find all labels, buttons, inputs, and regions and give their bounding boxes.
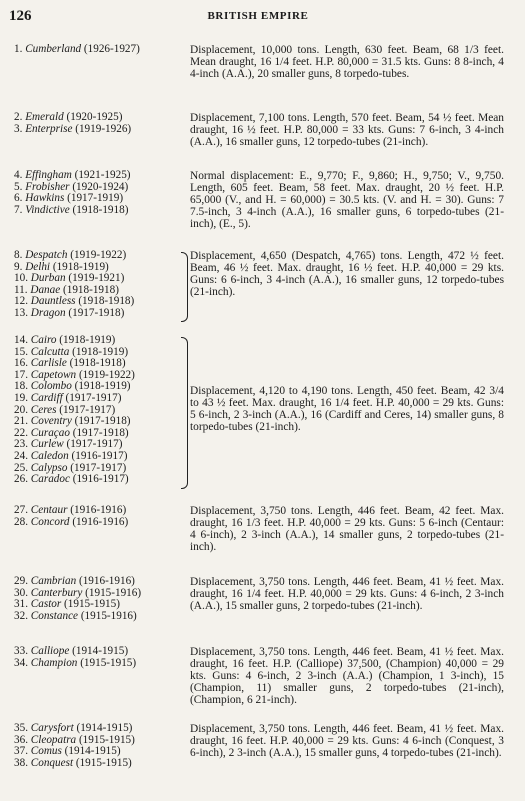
ship-list	[14, 170, 186, 216]
ship-list	[14, 646, 186, 669]
ship-item: 34. Champion (1915-1915)	[14, 656, 137, 669]
ship-item: 31. Castor (1915-1915)	[14, 598, 120, 611]
ship-description: Displacement, 7,100 tons. Length, 570 feet. Beam, 54 ½ feet. Mean draught, 16 ½ feet. H.P. 80,000 = 33 kts. Guns: 7 6-inch, 3 4-inch (A.A.), 16 smaller guns, 12 torpedo-tubes (21-inch).	[190, 112, 504, 149]
ship-item: 21. Coventry (1917-1918)	[14, 415, 131, 428]
ship-item: 26. Caradoc (1916-1917)	[14, 473, 129, 486]
ship-list	[14, 576, 186, 622]
ship-description: Displacement, 4,650 (Despatch, 4,765) tons. Length, 472 ½ feet. Beam, 46 ½ feet. Max. draught, 16 ½ feet. H.P. 40,000 = 29 kts. Guns: 6 6-inch, 3 4-inch (A.A.), 16 smaller guns, 12 torpedo-tubes (21-inch).	[190, 250, 504, 299]
ship-item: 20. Ceres (1917-1917)	[14, 403, 116, 416]
ship-item: 19. Cardiff (1917-1917)	[14, 391, 122, 404]
ship-item: 18. Colombo (1918-1919)	[14, 380, 131, 393]
ship-item: 6. Hawkins (1917-1919)	[14, 192, 124, 205]
ship-item: 27. Centaur (1916-1916)	[14, 504, 127, 516]
group-brace	[181, 337, 188, 489]
ship-item: 7. Vindictive (1918-1918)	[14, 203, 129, 216]
ship-item: 16. Carlisle (1918-1918)	[14, 357, 126, 370]
page-number: 126	[9, 8, 32, 24]
page-header	[9, 8, 507, 26]
ship-item: 9. Delhi (1918-1919)	[14, 260, 109, 273]
ship-list	[14, 335, 186, 486]
ship-description: Displacement, 3,750 tons. Length, 446 feet. Beam, 41 ½ feet. Max. draught, 16 1/4 feet. H.P. 40,000 = 29 kts. Guns: 4 6-inch, 2 3-inch (A.A.), 15 smaller guns, 2 torpedo-tubes (21-inch).	[190, 576, 504, 613]
ship-item: 5. Frobisher (1920-1924)	[14, 180, 129, 193]
ship-item: 32. Constance (1915-1916)	[14, 609, 137, 622]
ship-description: Displacement, 10,000 tons. Length, 630 feet. Beam, 68 1/3 feet. Mean draught, 16 1/4 feet. H.P. 80,000 = 31.5 kts. Guns: 8 8-inch, 4 4-inch (A.A.), 20 smaller guns, 8 torpedo-tubes.	[190, 44, 504, 81]
page-title: BRITISH EMPIRE	[207, 10, 309, 22]
ship-item: 29. Cambrian (1916-1916)	[14, 575, 135, 587]
ship-item: 36. Cleopatra (1915-1915)	[14, 733, 135, 746]
ship-item: 35. Carysfort (1914-1915)	[14, 722, 133, 734]
ship-item: 4. Effingham (1921-1925)	[14, 169, 131, 181]
ship-description: Displacement, 4,120 to 4,190 tons. Length, 450 feet. Beam, 42 3/4 to 43 ½ feet. Max. draught, 16 1/4 feet. H.P. 40,000 = 29 kts. Guns: 5 6-inch, 2 3-inch (A.A.), 16 (Cardiff and Ceres, 14) smaller guns, 8 torpedo-tubes (21-inch).	[190, 385, 504, 434]
ship-description: Displacement, 3,750 tons. Length, 446 feet. Beam, 41 ½ feet. Max. draught, 16 feet. H.P. 40,000 = 29 kts. Guns: 4 6-inch (Conquest, 3 6-inch), 2 3-inch (A.A.), 15 smaller guns, 4 torpedo-tubes (21-inch).	[190, 723, 504, 760]
ship-item: 25. Calypso (1917-1917)	[14, 461, 127, 474]
ship-item: 10. Durban (1919-1921)	[14, 272, 125, 285]
ship-item: 8. Despatch (1919-1922)	[14, 249, 127, 261]
ship-item: 28. Concord (1916-1916)	[14, 515, 129, 528]
ship-item: 11. Danae (1918-1918)	[14, 283, 119, 296]
ship-list	[14, 112, 186, 135]
ship-description: Normal displacement: E., 9,770; F., 9,860; H., 9,750; V., 9,750. Length, 605 feet. Beam, 58 feet. Max. draught, 20 ½ feet. H.P. 65,000 (V., and H. = 60,000) = 30.5 kts. (V. and H. = 30). Guns: 7 7.5-inch, 3 4-inch (A.A.), 16 smaller guns, 6 torpedo-tubes (21-inch), (E., 5).	[190, 170, 504, 231]
ship-item: 15. Calcutta (1918-1919)	[14, 345, 129, 358]
ship-list	[14, 505, 186, 528]
ship-item: 2. Emerald (1920-1925)	[14, 111, 123, 123]
ship-description: Displacement, 3,750 tons. Length, 446 feet. Beam, 41 ½ feet. Max. draught, 16 feet. H.P. (Calliope) 37,500, (Champion) 40,000 = 29 kts. Guns: 4 6-inch, 2 3-inch (A.A.) (Champion, 1 3-inch), 15 (Champion, 11) smaller guns, 2 torpedo-tubes (21-inch), (Champion, 6 21-inch).	[190, 646, 504, 707]
ship-item: 13. Dragon (1917-1918)	[14, 306, 125, 319]
ship-item: 38. Conquest (1915-1915)	[14, 756, 132, 769]
ship-item: 30. Canterbury (1915-1916)	[14, 586, 142, 599]
ship-item: 14. Cairo (1918-1919)	[14, 334, 116, 346]
ship-item: 37. Comus (1914-1915)	[14, 745, 121, 758]
ship-item: 23. Curlew (1917-1917)	[14, 438, 123, 451]
ship-item: 24. Caledon (1916-1917)	[14, 449, 128, 462]
ship-list	[14, 250, 186, 320]
ship-description: Displacement, 3,750 tons. Length, 446 feet. Beam, 42 feet. Max. draught, 16 1/3 feet. H.P. 40,000 = 29 kts. Guns: 5 6-inch (Centaur: 4 6-inch), 2 3-inch (A.A.), 14 smaller guns, 2 torpedo-tubes (21-inch).	[190, 505, 504, 554]
ship-item: 1. Cumberland (1926-1927)	[14, 43, 140, 55]
group-brace	[181, 252, 188, 322]
ship-item: 12. Dauntless (1918-1918)	[14, 295, 135, 308]
ship-item: 33. Calliope (1914-1915)	[14, 645, 129, 657]
ship-item: 17. Capetown (1919-1922)	[14, 368, 135, 381]
ship-list	[14, 723, 186, 769]
ship-list	[14, 44, 186, 56]
ship-item: 3. Enterprise (1919-1926)	[14, 122, 132, 135]
ship-item: 22. Curaçao (1917-1918)	[14, 426, 129, 439]
